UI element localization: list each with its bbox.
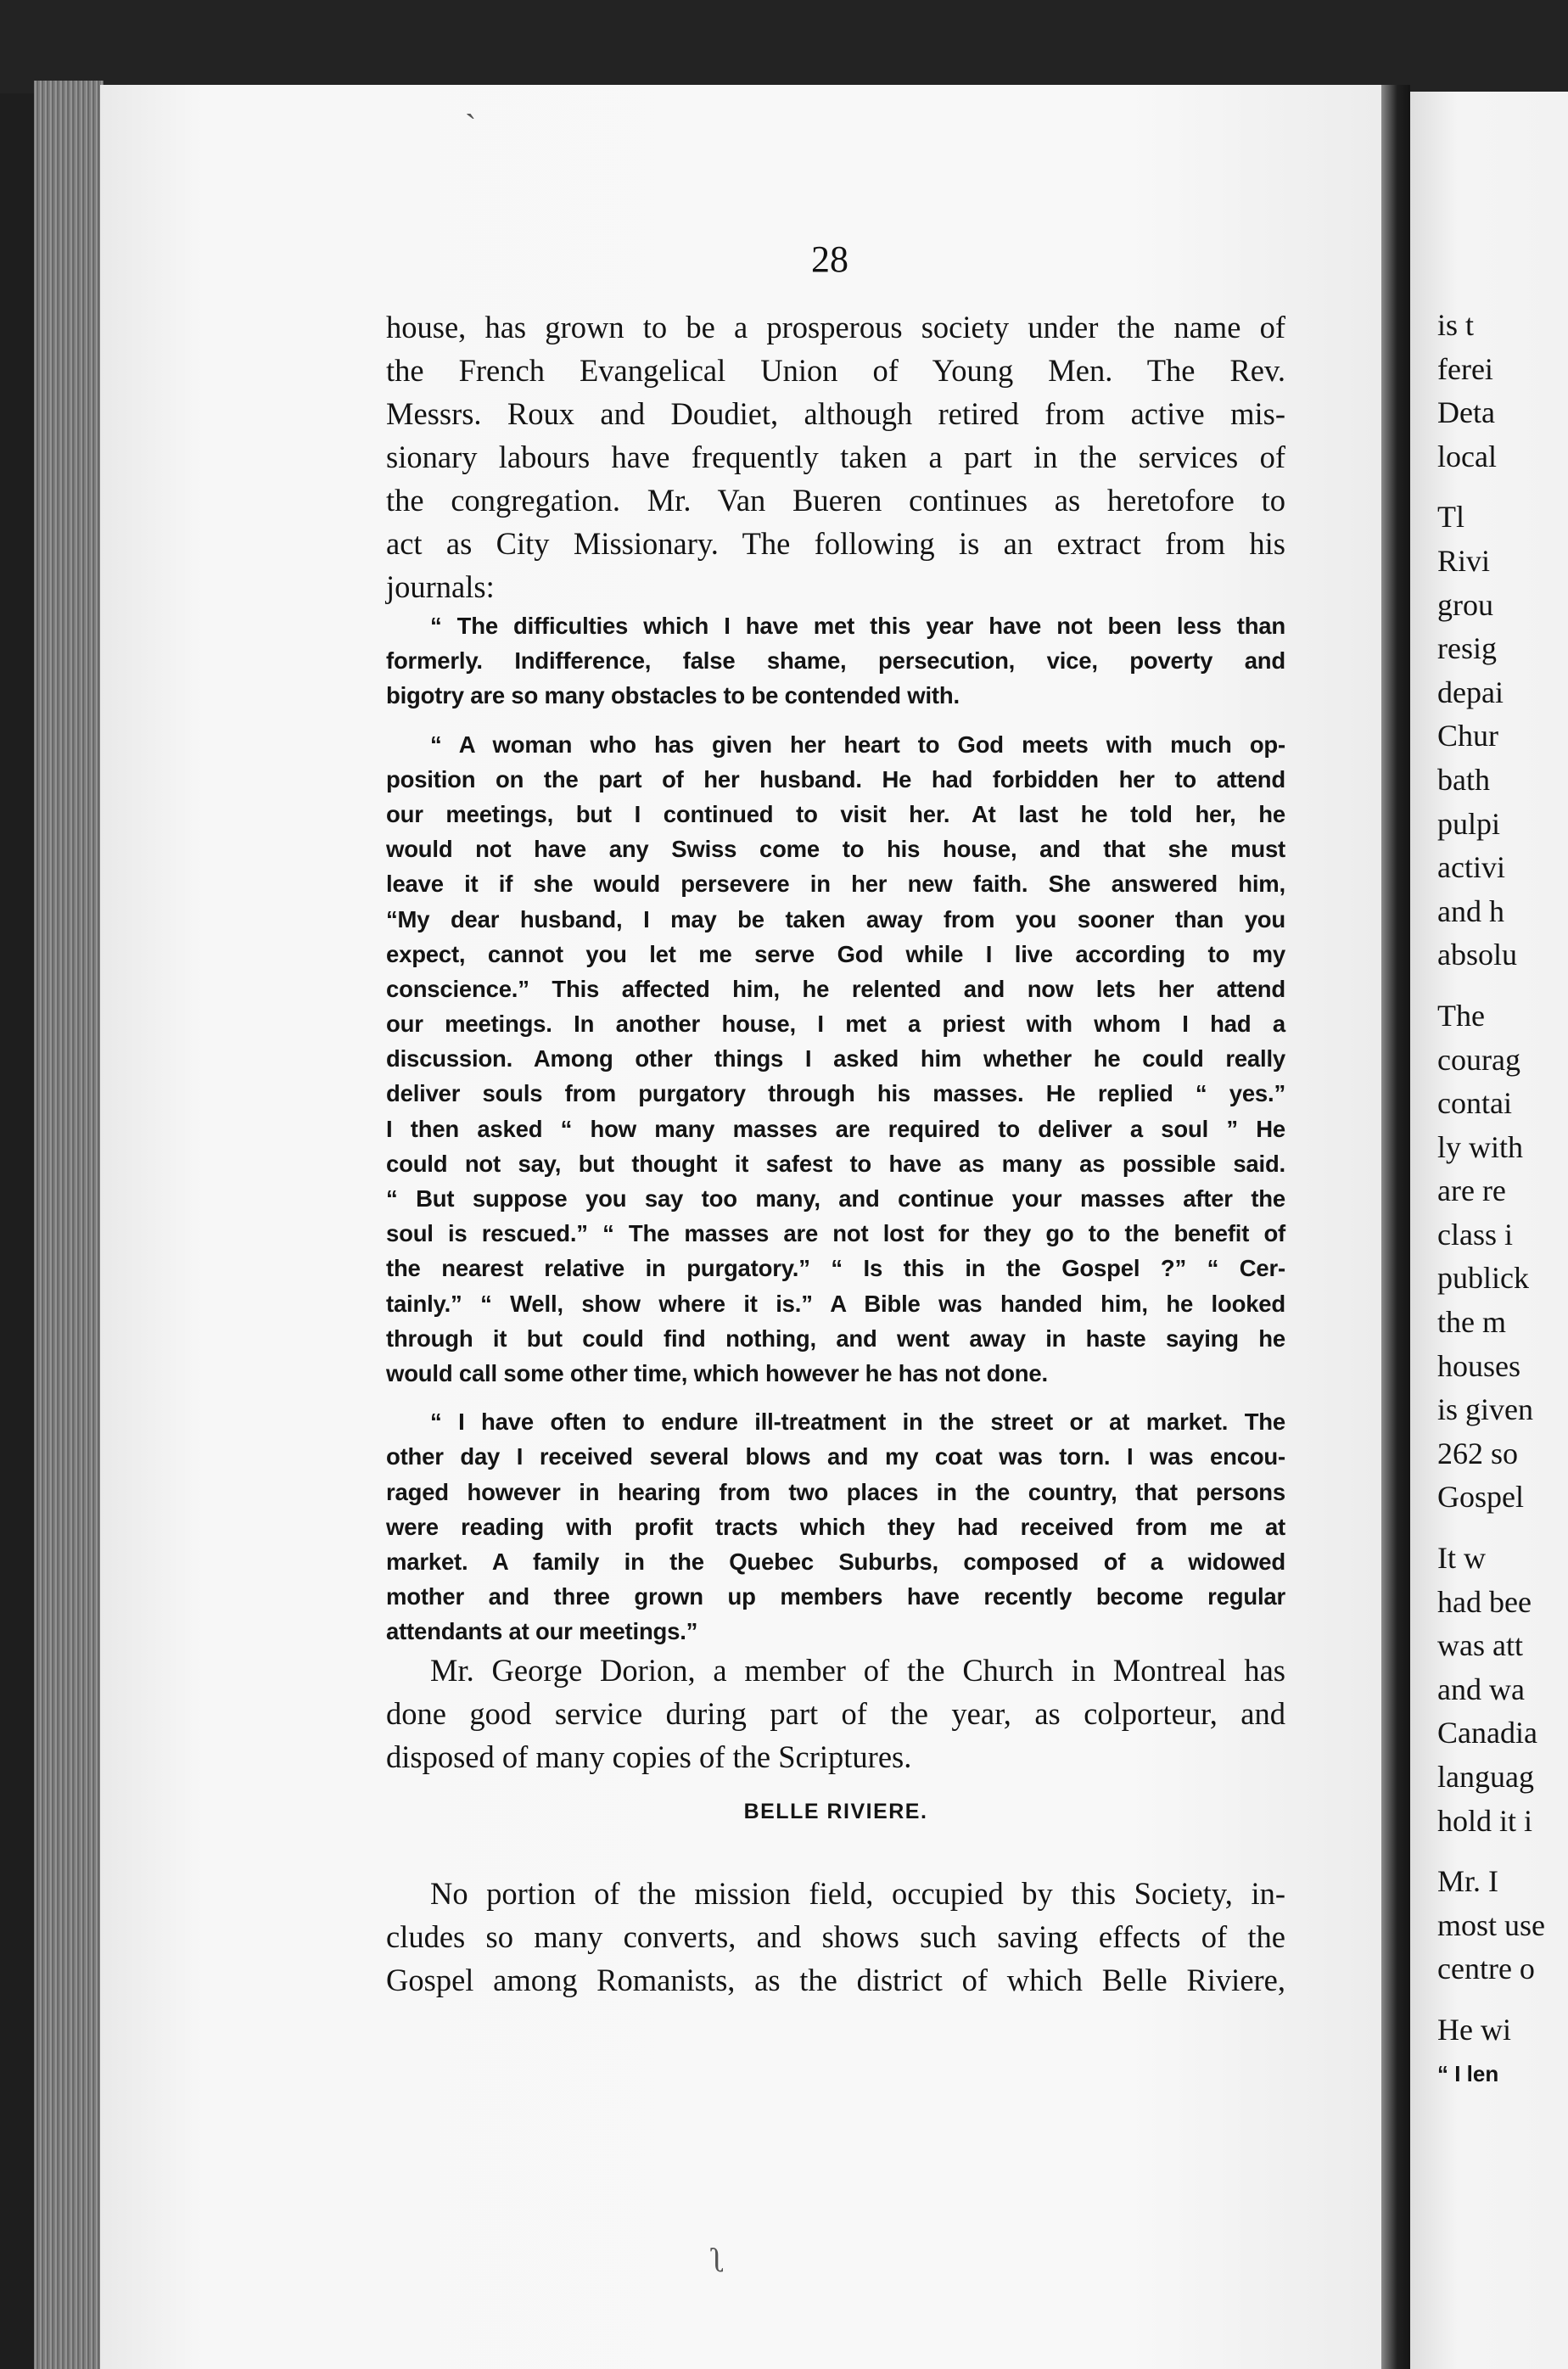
body-text-line: Gospel among Romanists, as the district of which Belle Riviere, [386, 1963, 1285, 1998]
facing-page-line: Mr. I [1437, 1864, 1498, 1899]
facing-page-line: ly with [1437, 1129, 1524, 1164]
facing-page-line: Deta [1437, 395, 1495, 430]
facing-page-line: It w [1437, 1541, 1486, 1576]
book-gutter [1381, 85, 1410, 2369]
body-text-line: the congregation. Mr. Van Bueren continues as heretofore to [386, 483, 1285, 518]
body-text-line: cludes so many converts, and shows such saving effects of the [386, 1919, 1285, 1955]
body-text-line: disposed of many copies of the Scriptures. [386, 1739, 912, 1775]
facing-page-line [1437, 1991, 1545, 2008]
facing-page-line: depai [1437, 675, 1504, 709]
facing-page-line: activi [1437, 850, 1505, 885]
facing-page-line: bath [1437, 762, 1490, 797]
quote-text-line: soul is rescued.” “ The masses are not lost for they go to the benefit of [386, 1220, 1285, 1247]
facing-page-line: local [1437, 439, 1497, 473]
facing-page-line: Gospel [1437, 1480, 1524, 1515]
facing-page-line: hold it i [1437, 1803, 1533, 1838]
facing-page-line: is given [1437, 1392, 1533, 1427]
facing-page-line [1437, 977, 1545, 994]
facing-page-line: contai [1437, 1086, 1512, 1121]
facing-page-line: and wa [1437, 1672, 1525, 1706]
facing-page-line: “ I len [1437, 2060, 1499, 2086]
quote-text-line: bigotry are so many obstacles to be contended with. [386, 682, 960, 709]
facing-page-line: 262 so [1437, 1436, 1519, 1470]
facing-page-line: absolu [1437, 938, 1517, 972]
facing-page-line: Canadia [1437, 1716, 1537, 1750]
quote-text-line: tainly.” “ Well, show where it is.” A Bible was handed him, he looked [386, 1290, 1285, 1317]
quote-text-line: discussion. Among other things I asked him whether he could really [386, 1045, 1285, 1072]
quote-text-line: our meetings. In another house, I met a priest with whom I had a [386, 1011, 1285, 1038]
facing-page-line: had bee [1437, 1584, 1532, 1619]
facing-page-line: The [1437, 998, 1485, 1033]
body-text-line: journals: [386, 569, 495, 604]
body-text-line: Mr. George Dorion, a member of the Church in Montreal has [430, 1653, 1285, 1689]
quote-text-line: would call some other time, which however he has not done. [386, 1359, 1048, 1386]
facing-page-line [1437, 1843, 1545, 1860]
facing-page-line: was att [1437, 1628, 1523, 1663]
book-page-edges [34, 81, 104, 2369]
quote-text-line: raged however in hearing from two places in the country, that persons [386, 1478, 1285, 1505]
quote-text-line: attendants at our meetings.” [386, 1618, 698, 1645]
quote-text-line: “ But suppose you say too many, and continue your masses after the [386, 1185, 1285, 1212]
quote-text-line: I then asked “ how many masses are required to deliver a soul ” He [386, 1115, 1285, 1142]
facing-page-line: He wi [1437, 2012, 1511, 2047]
quote-text-line: mother and three grown up members have recently become regular [386, 1583, 1285, 1610]
paragraph-gap [386, 714, 1285, 727]
facing-page-line: Tl [1437, 500, 1464, 535]
facing-page-line: ferei [1437, 351, 1493, 386]
facing-page-line: centre o [1437, 1952, 1535, 1986]
facing-page-line [1437, 479, 1545, 496]
pencil-mark-bottom: ʅ [711, 2241, 726, 2279]
facing-page-line: and h [1437, 893, 1504, 928]
facing-page-line: most use [1437, 1907, 1546, 1942]
quote-text-line: were reading with profit tracts which they had received from me at [386, 1513, 1285, 1540]
facing-page-line: grou [1437, 587, 1493, 622]
facing-page-line [1437, 1520, 1545, 1537]
facing-page-line: courag [1437, 1042, 1520, 1077]
facing-page-line: class i [1437, 1217, 1513, 1252]
facing-page-line: the m [1437, 1305, 1506, 1340]
quote-text-line: the nearest relative in purgatory.” “ Is this in the Gospel ?” “ Cer- [386, 1255, 1285, 1282]
pencil-mark: ˋ [465, 107, 477, 145]
body-text-line: done good service during part of the year, as colporteur, and [386, 1696, 1285, 1732]
quote-text-line: would not have any Swiss come to his house, and that she must [386, 836, 1285, 863]
quote-text-line: “ I have often to endure ill-treatment in the street or at market. The [430, 1409, 1285, 1436]
facing-page-line: publick [1437, 1261, 1529, 1296]
quote-text-line: formerly. Indifference, false shame, persecution, vice, poverty and [386, 647, 1285, 675]
body-text-line: Messrs. Roux and Doudiet, although retired from active mis- [386, 396, 1285, 431]
quote-text-line: “ A woman who has given her heart to God meets with much op- [430, 731, 1285, 758]
quote-text-line: could not say, but thought it safest to have as many as possible said. [386, 1150, 1285, 1177]
facing-page-text [1437, 304, 1545, 2096]
section-heading: BELLE RIVIERE. [743, 1800, 928, 1824]
right-page [1410, 92, 1568, 2369]
page-number: 28 [811, 238, 848, 280]
body-text-line: sionary labours have frequently taken a part in the services of [386, 440, 1285, 474]
facing-page-line: Chur [1437, 719, 1498, 753]
facing-page-line: is t [1437, 308, 1475, 342]
quote-text-line: through it but could find nothing, and went away in haste saying he [386, 1325, 1285, 1352]
facing-page-line: houses [1437, 1348, 1520, 1383]
quote-text-line: leave it if she would persevere in her new faith. She answered him, [386, 871, 1285, 898]
body-text-line: house, has grown to be a prosperous society under the name of [386, 310, 1285, 344]
facing-page-line: are re [1437, 1173, 1506, 1208]
quote-text-line: position on the part of her husband. He had forbidden her to attend [386, 765, 1285, 792]
body-text-line: No portion of the mission field, occupied by this Society, in- [430, 1876, 1285, 1912]
facing-page-line: Rivi [1437, 543, 1491, 578]
quote-text-line: “ The difficulties which I have met this year have not been less than [430, 613, 1285, 639]
quote-text-line: market. A family in the Quebec Suburbs, composed of a widowed [386, 1548, 1285, 1575]
paragraph-gap [386, 1391, 1285, 1404]
body-text-line: the French Evangelical Union of Young Men. The Rev. [386, 353, 1285, 388]
quote-text-line: expect, cannot you let me serve God while I live according to my [386, 940, 1285, 967]
quote-text-line: other day I received several blows and my coat was torn. I was encou- [386, 1443, 1285, 1470]
page-body [386, 305, 1285, 2002]
quote-text-line: conscience.” This affected him, he relented and now lets her attend [386, 975, 1285, 1002]
quote-text-line: deliver souls from purgatory through his masses. He replied “ yes.” [386, 1080, 1285, 1107]
scan-background [0, 0, 1568, 93]
facing-page-line: resig [1437, 631, 1497, 666]
quote-text-line: our meetings, but I continued to visit her. At last he told her, he [386, 800, 1285, 827]
body-text-line: act as City Missionary. The following is an extract from his [386, 526, 1285, 561]
facing-page-line: languag [1437, 1760, 1534, 1794]
quote-text-line: “My dear husband, I may be taken away from you sooner than you [386, 905, 1285, 932]
facing-page-line: pulpi [1437, 806, 1501, 841]
